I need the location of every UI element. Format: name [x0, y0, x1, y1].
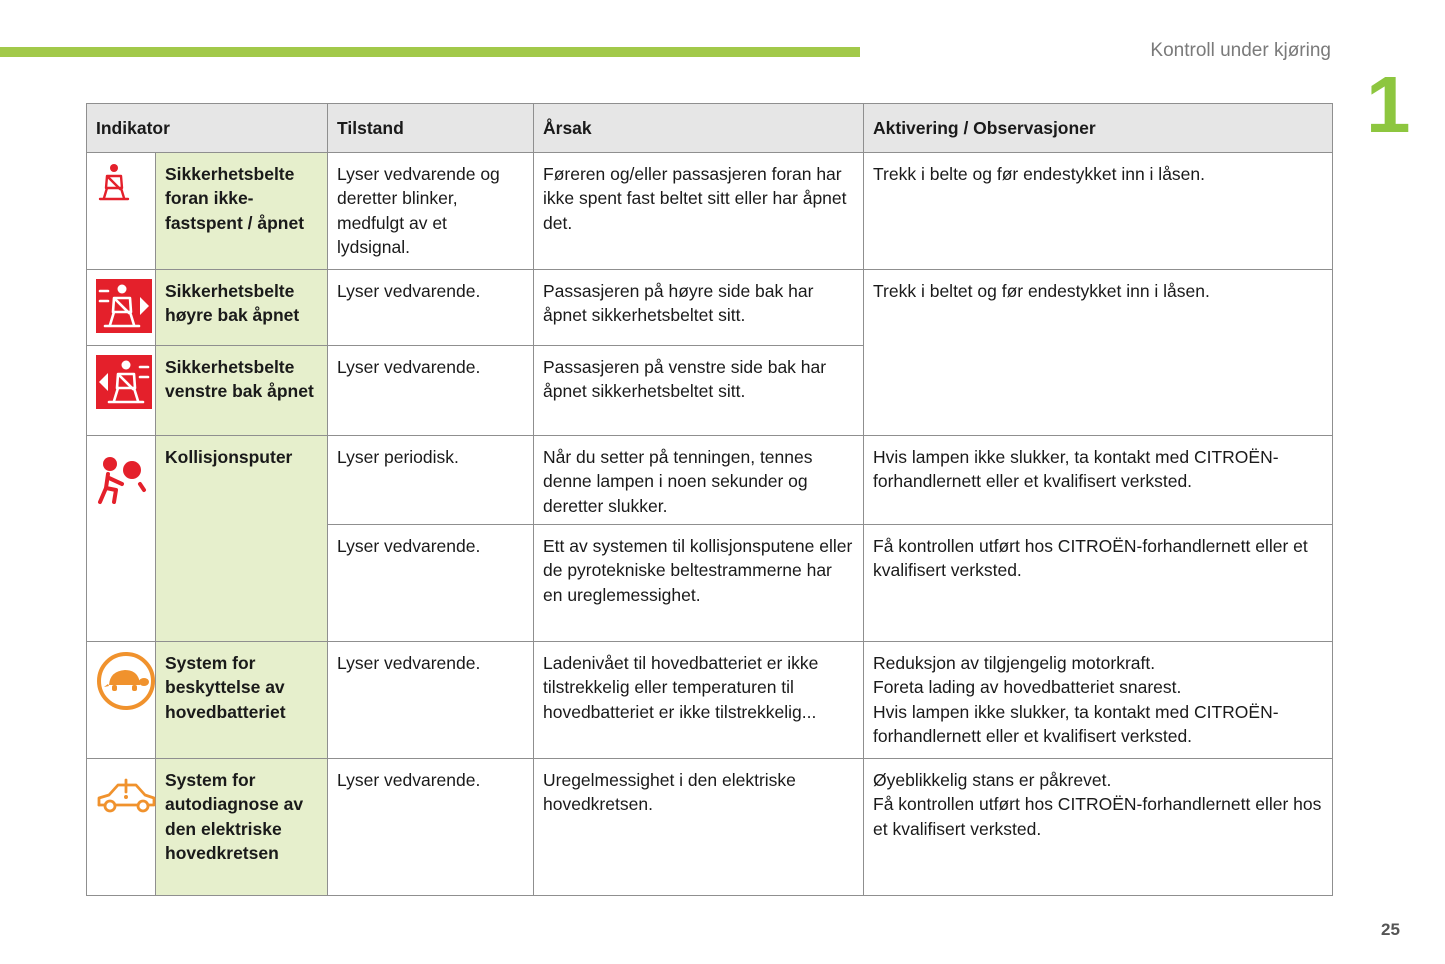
indicator-name: System for beskyttelse av hovedbatteriet — [156, 642, 328, 759]
cause-cell: Uregelmessighet i den elektriske hovedkretsen. — [534, 759, 864, 896]
action-line: Hvis lampen ikke slukker, ta kontakt med CITROËN-forhandlernett eller et kvalifisert verksted. — [873, 701, 1279, 746]
cause-cell: Ett av systemen til kollisjonsputene eller de pyrotekniske beltestrammerne har en ureglemessighet. — [534, 525, 864, 642]
table-row — [87, 642, 1333, 759]
col-header-indicator: Indikator — [87, 104, 328, 153]
action-cell — [864, 642, 1333, 759]
action-line: Reduksjon av tilgjengelig motorkraft. — [873, 653, 1156, 673]
action-cell: Trekk i belte og før endestykket inn i låsen. — [864, 153, 1333, 270]
action-cell — [864, 759, 1333, 896]
turtle-icon — [96, 651, 156, 711]
col-header-action: Aktivering / Observasjoner — [864, 104, 1333, 153]
action-line: Få kontrollen utført hos CITROËN-forhandlernett eller hos et kvalifisert verksted. — [873, 794, 1322, 839]
seatbelt-rear-right-icon — [96, 279, 152, 333]
icon-cell — [87, 759, 156, 896]
state-cell: Lyser periodisk. — [328, 436, 534, 525]
state-cell: Lyser vedvarende. — [328, 525, 534, 642]
cause-cell: Passasjeren på høyre side bak har åpnet sikkerhetsbeltet sitt. — [534, 270, 864, 346]
state-cell: Lyser vedvarende. — [328, 346, 534, 436]
indicator-name: Sikkerhetsbelte venstre bak åpnet — [156, 346, 328, 436]
action-cell: Få kontrollen utført hos CITROËN-forhandlernett eller et kvalifisert verksted. — [864, 525, 1333, 642]
table-row — [87, 153, 1333, 270]
icon-cell — [87, 270, 156, 346]
cause-cell: Føreren og/eller passasjeren foran har ikke spent fast beltet sitt eller har åpnet det. — [534, 153, 864, 270]
icon-cell — [87, 346, 156, 436]
table-row — [87, 436, 1333, 525]
car-fault-icon — [96, 777, 158, 817]
chapter-number: 1 — [1366, 60, 1411, 149]
cause-cell: Passasjeren på venstre side bak har åpnet sikkerhetsbeltet sitt. — [534, 346, 864, 436]
indicator-name: System for autodiagnose av den elektriske hovedkretsen — [156, 759, 328, 896]
header-accent-bar — [0, 47, 860, 57]
col-header-state: Tilstand — [328, 104, 534, 153]
section-title: Kontroll under kjøring — [1150, 40, 1331, 61]
seatbelt-front-icon — [96, 162, 132, 202]
indicator-name: Kollisjonsputer — [156, 436, 328, 642]
airbag-icon — [96, 454, 148, 506]
table-header-row — [87, 104, 1333, 153]
cause-cell: Ladenivået til hovedbatteriet er ikke tilstrekkelig eller temperaturen til hovedbatteriet er ikke tilstrekkelig... — [534, 642, 864, 759]
page-number: 25 — [1381, 920, 1400, 939]
state-cell: Lyser vedvarende. — [328, 642, 534, 759]
indicator-name: Sikkerhetsbelte høyre bak åpnet — [156, 270, 328, 346]
table-row — [87, 270, 1333, 346]
icon-cell — [87, 153, 156, 270]
indicator-table — [86, 103, 1333, 896]
state-cell: Lyser vedvarende. — [328, 270, 534, 346]
action-line: Øyeblikkelig stans er påkrevet. — [873, 770, 1112, 790]
state-cell: Lyser vedvarende og deretter blinker, medfulgt av et lydsignal. — [328, 153, 534, 270]
col-header-cause: Årsak — [534, 104, 864, 153]
seatbelt-rear-left-icon — [96, 355, 152, 409]
action-cell: Trekk i beltet og før endestykket inn i låsen. — [864, 270, 1333, 436]
icon-cell — [87, 642, 156, 759]
indicator-name: Sikkerhetsbelte foran ikke-fastspent / åpnet — [156, 153, 328, 270]
state-cell: Lyser vedvarende. — [328, 759, 534, 896]
cause-cell: Når du setter på tenningen, tennes denne lampen i noen sekunder og deretter slukker. — [534, 436, 864, 525]
icon-cell — [87, 436, 156, 642]
action-cell: Hvis lampen ikke slukker, ta kontakt med CITROËN-forhandlernett eller et kvalifisert verksted. — [864, 436, 1333, 525]
table-row — [87, 759, 1333, 896]
action-line: Foreta lading av hovedbatteriet snarest. — [873, 677, 1182, 698]
